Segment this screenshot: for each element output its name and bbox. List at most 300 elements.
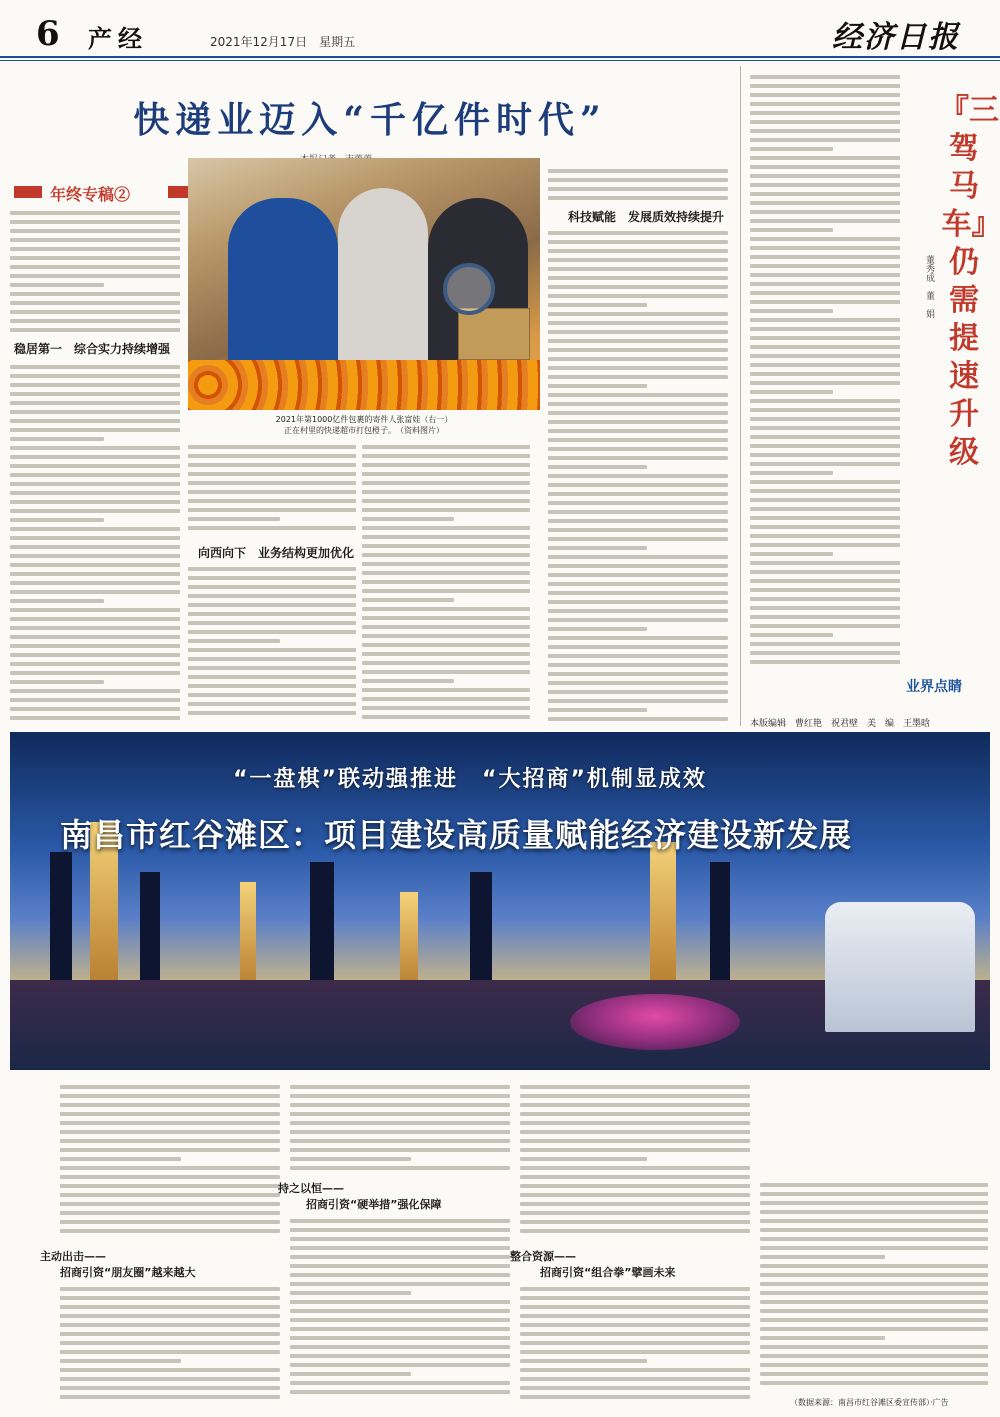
text-line-placeholder: [290, 1291, 411, 1295]
text-line-placeholder: [750, 201, 900, 205]
text-line-placeholder: [520, 1296, 750, 1300]
sidebar-body: [750, 70, 900, 670]
text-line-placeholder: [750, 633, 833, 637]
text-line-placeholder: [188, 508, 356, 512]
text-line-placeholder: [188, 711, 356, 715]
text-line-placeholder: [750, 660, 900, 664]
photo-oranges: [188, 360, 540, 410]
text-line-placeholder: [290, 1246, 510, 1250]
text-line-placeholder: [60, 1287, 280, 1291]
text-line-placeholder: [10, 464, 180, 468]
text-line-placeholder: [750, 507, 900, 511]
text-line-placeholder: [520, 1139, 750, 1143]
text-line-placeholder: [290, 1219, 510, 1223]
text-line-placeholder: [362, 589, 530, 593]
text-line-placeholder: [548, 609, 728, 613]
text-line-placeholder: [750, 147, 833, 151]
text-line-placeholder: [10, 319, 180, 323]
text-line-placeholder: [750, 399, 900, 403]
section-name: 产经: [88, 24, 148, 53]
tower: [650, 842, 676, 992]
text-line-placeholder: [520, 1305, 750, 1309]
text-line-placeholder: [750, 84, 900, 88]
text-line-placeholder: [362, 634, 530, 638]
text-line-placeholder: [548, 375, 728, 379]
text-line-placeholder: [750, 165, 900, 169]
text-line-placeholder: [362, 688, 530, 692]
text-line-placeholder: [520, 1368, 750, 1372]
text-line-placeholder: [760, 1183, 988, 1187]
text-line-placeholder: [290, 1237, 510, 1241]
text-line-placeholder: [548, 276, 728, 280]
text-line-placeholder: [10, 671, 180, 675]
text-line-placeholder: [60, 1094, 280, 1098]
text-line-placeholder: [548, 555, 728, 559]
text-line-placeholder: [548, 546, 647, 550]
text-line-placeholder: [750, 327, 900, 331]
body-column-2b: [188, 562, 356, 722]
text-line-placeholder: [760, 1228, 988, 1232]
ad-subhead-3a: 整合资源——: [510, 1250, 576, 1263]
text-line-placeholder: [290, 1121, 510, 1125]
text-line-placeholder: [60, 1368, 280, 1372]
text-line-placeholder: [750, 480, 900, 484]
text-line-placeholder: [362, 481, 530, 485]
text-line-placeholder: [760, 1300, 988, 1304]
text-line-placeholder: [10, 662, 180, 666]
text-line-placeholder: [60, 1166, 280, 1170]
text-line-placeholder: [548, 330, 728, 334]
text-line-placeholder: [548, 474, 728, 478]
tower: [310, 862, 334, 992]
text-line-placeholder: [548, 483, 728, 487]
text-line-placeholder: [760, 1363, 988, 1367]
text-line-placeholder: [520, 1323, 750, 1327]
text-line-placeholder: [188, 684, 356, 688]
text-line-placeholder: [10, 374, 180, 378]
tower: [50, 852, 72, 992]
text-line-placeholder: [520, 1332, 750, 1336]
text-line-placeholder: [750, 246, 900, 250]
text-line-placeholder: [362, 616, 530, 620]
text-line-placeholder: [750, 597, 900, 601]
text-line-placeholder: [60, 1377, 280, 1381]
text-line-placeholder: [750, 408, 900, 412]
text-line-placeholder: [750, 525, 900, 529]
text-line-placeholder: [10, 274, 180, 278]
text-line-placeholder: [188, 594, 356, 598]
text-line-placeholder: [60, 1211, 280, 1215]
text-line-placeholder: [750, 489, 900, 493]
text-line-placeholder: [760, 1219, 988, 1223]
text-line-placeholder: [60, 1332, 280, 1336]
text-line-placeholder: [760, 1381, 988, 1385]
text-line-placeholder: [188, 526, 356, 530]
text-line-placeholder: [548, 249, 728, 253]
text-line-placeholder: [188, 639, 280, 643]
text-line-placeholder: [520, 1094, 750, 1098]
text-line-placeholder: [290, 1381, 510, 1385]
text-line-placeholder: [548, 627, 647, 631]
text-line-placeholder: [548, 591, 728, 595]
text-line-placeholder: [10, 617, 180, 621]
text-line-placeholder: [60, 1112, 280, 1116]
text-line-placeholder: [750, 219, 900, 223]
text-line-placeholder: [520, 1211, 750, 1215]
ad-subhead-1b: 招商引资“朋友圈”越来越大: [60, 1266, 196, 1279]
text-line-placeholder: [520, 1314, 750, 1318]
text-line-placeholder: [10, 527, 180, 531]
text-line-placeholder: [520, 1287, 750, 1291]
tower: [400, 892, 418, 992]
text-line-placeholder: [548, 618, 728, 622]
text-line-placeholder: [520, 1359, 647, 1363]
main-headline: 快递业迈入“千亿件时代”: [133, 99, 607, 141]
text-line-placeholder: [290, 1139, 510, 1143]
newspaper-logo: 经济日报: [832, 20, 960, 55]
text-line-placeholder: [760, 1354, 988, 1358]
text-line-placeholder: [188, 454, 356, 458]
text-line-placeholder: [188, 567, 356, 571]
text-line-placeholder: [520, 1085, 750, 1089]
text-line-placeholder: [548, 465, 647, 469]
text-line-placeholder: [188, 499, 356, 503]
text-line-placeholder: [750, 552, 833, 556]
tower: [240, 882, 256, 992]
text-line-placeholder: [760, 1336, 885, 1340]
text-line-placeholder: [10, 680, 104, 684]
text-line-placeholder: [362, 526, 530, 530]
text-line-placeholder: [750, 570, 900, 574]
text-line-placeholder: [60, 1359, 181, 1363]
text-line-placeholder: [750, 174, 900, 178]
text-line-placeholder: [760, 1264, 988, 1268]
text-line-placeholder: [60, 1296, 280, 1300]
text-line-placeholder: [10, 599, 104, 603]
text-line-placeholder: [362, 472, 530, 476]
text-line-placeholder: [60, 1139, 280, 1143]
text-line-placeholder: [10, 410, 180, 414]
text-line-placeholder: [362, 535, 530, 539]
text-line-placeholder: [60, 1130, 280, 1134]
text-line-placeholder: [290, 1273, 510, 1277]
text-line-placeholder: [10, 310, 180, 314]
text-line-placeholder: [362, 697, 530, 701]
text-line-placeholder: [760, 1273, 988, 1277]
sidebar-divider: [740, 66, 741, 726]
text-line-placeholder: [548, 196, 728, 200]
text-line-placeholder: [750, 309, 833, 313]
text-line-placeholder: [290, 1336, 510, 1340]
text-line-placeholder: [750, 156, 900, 160]
text-line-placeholder: [188, 490, 356, 494]
text-line-placeholder: [10, 401, 180, 405]
text-line-placeholder: [548, 420, 728, 424]
ad-white-building: [825, 902, 975, 1032]
text-line-placeholder: [760, 1282, 988, 1286]
text-line-placeholder: [290, 1282, 510, 1286]
text-line-placeholder: [10, 446, 180, 450]
issue-date: 2021年12月17日 星期五: [210, 35, 356, 49]
text-line-placeholder: [10, 689, 180, 693]
photo-parcel-box: [458, 308, 530, 360]
special-label-bar-left: [14, 186, 42, 198]
text-line-placeholder: [188, 666, 356, 670]
text-line-placeholder: [520, 1377, 750, 1381]
ad-column-2a: [290, 1080, 510, 1176]
text-line-placeholder: [750, 273, 900, 277]
text-line-placeholder: [760, 1210, 988, 1214]
text-line-placeholder: [362, 490, 530, 494]
text-line-placeholder: [10, 626, 180, 630]
text-line-placeholder: [290, 1354, 510, 1358]
text-line-placeholder: [750, 318, 900, 322]
text-line-placeholder: [548, 672, 728, 676]
text-line-placeholder: [548, 708, 647, 712]
text-line-placeholder: [520, 1386, 750, 1390]
text-line-placeholder: [548, 393, 728, 397]
text-line-placeholder: [750, 75, 900, 79]
text-line-placeholder: [750, 363, 900, 367]
tower: [140, 872, 160, 992]
text-line-placeholder: [188, 472, 356, 476]
text-line-placeholder: [290, 1345, 510, 1349]
text-line-placeholder: [10, 365, 180, 369]
text-line-placeholder: [548, 357, 728, 361]
text-line-placeholder: [10, 482, 180, 486]
text-line-placeholder: [188, 693, 356, 697]
text-line-placeholder: [10, 211, 180, 215]
ad-source-note: （数据来源：南昌市红谷滩区委宣传部）·广告: [790, 1398, 949, 1407]
text-line-placeholder: [548, 411, 728, 415]
text-line-placeholder: [290, 1363, 510, 1367]
text-line-placeholder: [548, 240, 728, 244]
text-line-placeholder: [760, 1237, 988, 1241]
text-line-placeholder: [10, 247, 180, 251]
text-line-placeholder: [362, 562, 530, 566]
text-line-placeholder: [290, 1148, 510, 1152]
text-line-placeholder: [750, 372, 900, 376]
header-rule: [0, 56, 1000, 58]
body-column-4a: [548, 164, 728, 200]
text-line-placeholder: [520, 1166, 750, 1170]
text-line-placeholder: [760, 1246, 988, 1250]
text-line-placeholder: [10, 509, 180, 513]
text-line-placeholder: [10, 707, 180, 711]
text-line-placeholder: [750, 615, 900, 619]
text-line-placeholder: [548, 321, 728, 325]
text-line-placeholder: [10, 328, 180, 332]
text-line-placeholder: [750, 354, 900, 358]
text-line-placeholder: [60, 1323, 280, 1327]
text-line-placeholder: [548, 699, 728, 703]
text-line-placeholder: [750, 642, 900, 646]
text-line-placeholder: [10, 581, 180, 585]
text-line-placeholder: [362, 625, 530, 629]
text-line-placeholder: [548, 537, 728, 541]
text-line-placeholder: [750, 471, 833, 475]
text-line-placeholder: [362, 580, 530, 584]
ad-column-4: [760, 1178, 988, 1390]
text-line-placeholder: [760, 1345, 988, 1349]
text-line-placeholder: [362, 607, 530, 611]
text-line-placeholder: [548, 456, 728, 460]
text-line-placeholder: [750, 516, 900, 520]
text-line-placeholder: [750, 93, 900, 97]
text-line-placeholder: [520, 1350, 750, 1354]
text-line-placeholder: [750, 300, 900, 304]
text-line-placeholder: [750, 651, 900, 655]
subhead-1: 稳居第一 综合实力持续增强: [14, 342, 171, 356]
text-line-placeholder: [290, 1255, 510, 1259]
text-line-placeholder: [60, 1395, 280, 1399]
text-line-placeholder: [750, 345, 900, 349]
text-line-placeholder: [362, 499, 530, 503]
text-line-placeholder: [520, 1184, 750, 1188]
text-line-placeholder: [362, 463, 530, 467]
photo-person-white: [338, 188, 428, 388]
body-column-3: [362, 440, 530, 722]
text-line-placeholder: [290, 1112, 510, 1116]
text-line-placeholder: [60, 1184, 280, 1188]
ad-column-1a: [60, 1080, 280, 1240]
text-line-placeholder: [10, 572, 180, 576]
text-line-placeholder: [362, 679, 454, 683]
sidebar-headline: 『三驾马车』仍需提速升级: [939, 93, 999, 470]
text-line-placeholder: [548, 636, 728, 640]
text-line-placeholder: [10, 608, 180, 612]
body-column-1a: [10, 206, 180, 334]
text-line-placeholder: [60, 1085, 280, 1089]
text-line-placeholder: [520, 1193, 750, 1197]
text-line-placeholder: [60, 1202, 280, 1206]
text-line-placeholder: [750, 111, 900, 115]
text-line-placeholder: [548, 178, 728, 182]
text-line-placeholder: [750, 192, 900, 196]
ad-subtitle: “一盘棋”联动强推进 “大招商”机制显成效: [233, 767, 707, 792]
text-line-placeholder: [60, 1341, 280, 1345]
text-line-placeholder: [548, 501, 728, 505]
text-line-placeholder: [188, 603, 356, 607]
text-line-placeholder: [290, 1309, 510, 1313]
text-line-placeholder: [10, 419, 180, 423]
text-line-placeholder: [10, 644, 180, 648]
ad-column-2b: [290, 1214, 510, 1400]
text-line-placeholder: [750, 255, 900, 259]
text-line-placeholder: [750, 129, 900, 133]
text-line-placeholder: [290, 1318, 510, 1322]
text-line-placeholder: [520, 1395, 750, 1399]
photo-caption: [188, 414, 540, 436]
text-line-placeholder: [548, 510, 728, 514]
text-line-placeholder: [290, 1390, 510, 1394]
text-line-placeholder: [188, 445, 356, 449]
body-column-2a: [188, 440, 356, 538]
text-line-placeholder: [290, 1372, 411, 1376]
text-line-placeholder: [10, 635, 180, 639]
sidebar-author: 董秀成 董 娟: [924, 255, 934, 318]
text-line-placeholder: [548, 348, 728, 352]
text-line-placeholder: [548, 645, 728, 649]
text-line-placeholder: [548, 267, 728, 271]
text-line-placeholder: [520, 1220, 750, 1224]
text-line-placeholder: [750, 435, 900, 439]
ad-headline: 南昌市红谷滩区：项目建设高质量赋能经济建设新发展: [60, 816, 853, 854]
text-line-placeholder: [760, 1291, 988, 1295]
text-line-placeholder: [750, 588, 900, 592]
text-line-placeholder: [760, 1327, 988, 1331]
text-line-placeholder: [548, 492, 728, 496]
text-line-placeholder: [290, 1264, 510, 1268]
text-line-placeholder: [188, 612, 356, 616]
text-line-placeholder: [188, 648, 356, 652]
text-line-placeholder: [548, 681, 728, 685]
photo-caption-line-1: 2021年第1000亿件包裹的寄件人张富娃（右一）: [275, 415, 453, 424]
text-line-placeholder: [548, 187, 728, 191]
text-line-placeholder: [290, 1094, 510, 1098]
text-line-placeholder: [10, 238, 180, 242]
text-line-placeholder: [548, 564, 728, 568]
subhead-2: 向西向下 业务结构更加优化: [198, 546, 355, 560]
text-line-placeholder: [188, 621, 356, 625]
text-line-placeholder: [188, 517, 280, 521]
photo-magnifier-graphic: [443, 263, 495, 315]
text-line-placeholder: [290, 1228, 510, 1232]
text-line-placeholder: [548, 402, 728, 406]
page-editors: 本版编辑 曹红艳 祝君壁 美 编 王墨晗: [750, 719, 931, 729]
text-line-placeholder: [750, 336, 900, 340]
text-line-placeholder: [750, 102, 900, 106]
text-line-placeholder: [10, 383, 180, 387]
ad-subhead-2a: 持之以恒——: [278, 1182, 344, 1195]
text-line-placeholder: [548, 285, 728, 289]
text-line-placeholder: [10, 554, 180, 558]
text-line-placeholder: [548, 384, 647, 388]
ad-stadium: [570, 994, 740, 1050]
text-line-placeholder: [520, 1112, 750, 1116]
text-line-placeholder: [10, 536, 180, 540]
text-line-placeholder: [520, 1175, 750, 1179]
ad-column-3a: [520, 1080, 750, 1240]
text-line-placeholder: [548, 447, 728, 451]
text-line-placeholder: [548, 231, 728, 235]
text-line-placeholder: [760, 1255, 885, 1259]
text-line-placeholder: [548, 663, 728, 667]
text-line-placeholder: [548, 294, 728, 298]
text-line-placeholder: [188, 481, 356, 485]
text-line-placeholder: [10, 256, 180, 260]
text-line-placeholder: [290, 1157, 411, 1161]
text-line-placeholder: [750, 444, 900, 448]
ad-column-1b: [60, 1282, 280, 1400]
text-line-placeholder: [750, 498, 900, 502]
text-line-placeholder: [10, 590, 180, 594]
text-line-placeholder: [10, 392, 180, 396]
text-line-placeholder: [10, 220, 180, 224]
text-line-placeholder: [750, 381, 900, 385]
text-line-placeholder: [10, 545, 180, 549]
text-line-placeholder: [760, 1309, 988, 1313]
text-line-placeholder: [750, 282, 900, 286]
text-line-placeholder: [362, 715, 530, 719]
ad-subhead-3b: 招商引资“组合拳”擘画未来: [540, 1266, 676, 1279]
special-label: 年终专稿②: [50, 185, 131, 204]
text-line-placeholder: [10, 301, 180, 305]
text-line-placeholder: [290, 1300, 510, 1304]
text-line-placeholder: [750, 183, 900, 187]
text-line-placeholder: [750, 624, 900, 628]
header-rule-thin: [0, 60, 1000, 61]
